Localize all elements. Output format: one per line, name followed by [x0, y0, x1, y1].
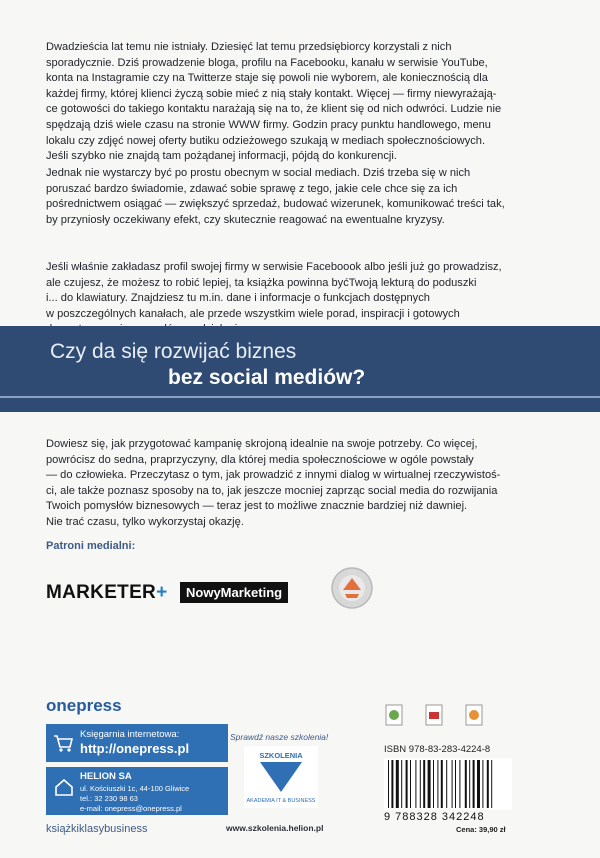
text-line: ce gotowości do takiego kontaktu narażają się na to, że klient się od nich odwróci. Ludzie nie: [46, 103, 502, 116]
bookshop-label: Księgarnia internetowa:: [80, 729, 180, 740]
text-line: by przyniosły oczekiwany efekt, czy skutecznie reagować na ewentualne kryzysy.: [46, 213, 445, 226]
text-line: w poszczególnych kanałach, ale przede wszystkim wiele porad, inspiracji i gotowych: [46, 307, 460, 320]
marketer-logo: [46, 582, 167, 604]
text-line: sporadycznie. Dziś prowadzenie bloga, profilu na Facebooku, kanału w serwisie YouTube,: [46, 56, 488, 69]
banner-question-line-1: Czy da się rozwijać biznes: [50, 340, 297, 363]
training-url[interactable]: www.szkolenia.helion.pl: [226, 823, 324, 833]
text-line: ale czujesz, że możesz to robić lepiej, ta książka powinna byćTwoją lekturą do poduszki: [46, 276, 477, 289]
headline-banner: [0, 326, 600, 412]
text-line: konta na Instagramie czy na Twitterze staje się powoli nie wyborem, ale koniecznością dla: [46, 72, 488, 85]
price: Cena: 39,90 zł: [456, 825, 506, 834]
training-logo-bottom: AKADEMIA IT & BUSINESS: [246, 798, 316, 804]
text-line: i... do klawiatury. Znajdziesz tu m.in. dane i informacje o funkcjach dostępnych: [46, 292, 430, 305]
intro-paragraph-2: [46, 166, 576, 228]
onepress-logo: onepress: [46, 696, 122, 715]
epub-format-icon: [384, 704, 404, 726]
company-name: HELION SA: [80, 771, 132, 782]
text-line: Dowiesz się, jak przygotować kampanię skrojoną idealnie na swoje potrzeby. Co więcej,: [46, 438, 478, 450]
closing-paragraph: [46, 437, 576, 531]
company-address: ul. Kościuszki 1c, 44-100 Gliwice: [80, 784, 190, 793]
mobi-format-icon: [464, 704, 484, 726]
training-note: Sprawdź nasze szkolenia!: [230, 732, 329, 742]
media-patrons-title: Patroni medialni:: [46, 540, 136, 552]
text-line: Jeśli szybko nie znajdą tam pożądanej informacji, pójdą do konkurencji.: [46, 150, 397, 163]
text-line: lokalu czy zdjęć nowej oferty butiku odzieżowego szukają w mediach społecznościowych.: [46, 134, 486, 147]
marketer-logo-text: MARKETER: [46, 582, 157, 603]
lazarski-seal-icon: [330, 566, 374, 610]
barcode: [384, 758, 512, 810]
text-line: Jeśli właśnie zakładasz profil swojej firmy w serwisie Faceboook albo jeśli już go prowadzisz,: [46, 261, 502, 273]
text-line: każdej firmy, której klienci życzą sobie mieć z nią stały kontakt. Więcej — firmy niewyrażają-: [46, 87, 497, 100]
training-academy-logo: [244, 746, 318, 808]
house-icon: [54, 777, 74, 797]
banner-question-line-2: bez social mediów?: [168, 366, 366, 389]
text-line: pośrednictwem osiągać — zwiększyć sprzedaż, budować wizerunek, komunikować treści tak,: [46, 198, 505, 211]
text-line: ci, ale także poznasz sposoby na to, jak jeszcze mocniej zaprząc social media do rozwijania: [46, 484, 498, 497]
text-line: Dwadzieścia lat temu nie istniały. Dziesięć lat temu przedsiębiorcy korzystali z nich: [46, 41, 452, 53]
training-logo-top: SZKOLENIA: [259, 751, 303, 760]
bookshop-url[interactable]: http://onepress.pl: [80, 741, 190, 756]
text-line: Twoich pomysłów biznesowych — teraz jest to możliwe znacznie bardziej niż dawniej.: [46, 500, 468, 513]
bookshop-box[interactable]: [46, 724, 228, 762]
company-phone: tel.: 32 230 98 63: [80, 794, 138, 803]
banner-stripe: [0, 396, 600, 398]
text-line: — do człowieka. Przeczytasz o tym, jak prowadzić z innymi dialog w wirtualnej rzeczywistoś-: [46, 469, 501, 482]
text-line: spędzają dziś wiele czasu na stronie WWW firmy. Godzin pracy punktu handlowego, menu: [46, 118, 491, 131]
text-line: powrócisz do sedna, praprzyczyny, dla której media społecznościowe w ogóle powstały: [46, 453, 474, 466]
text-line: Jednak nie wystarczy być po prostu obecnym w social mediach. Dziś trzeba się w nich: [46, 167, 471, 179]
isbn: ISBN 978-83-283-4224-8: [384, 744, 491, 755]
barcode-digits: 9 788328 342248: [384, 811, 485, 823]
nowymarketing-logo: NowyMarketing: [180, 582, 288, 603]
marketer-logo-plus: +: [156, 582, 168, 603]
helion-contact-box: [46, 767, 228, 815]
text-line: poruszać bardzo świadomie, zdawać sobie sprawę z tego, jakie cele chce się za ich: [46, 182, 458, 195]
pdf-format-icon: [424, 704, 444, 726]
company-email: e-mail: onepress@onepress.pl: [80, 804, 182, 813]
series-name: książkiklasybusiness: [46, 823, 148, 835]
intro-paragraph-1: [46, 40, 576, 165]
text-line: Nie trać czasu, tylko wykorzystaj okazję.: [46, 515, 244, 528]
cart-icon: [52, 732, 74, 754]
